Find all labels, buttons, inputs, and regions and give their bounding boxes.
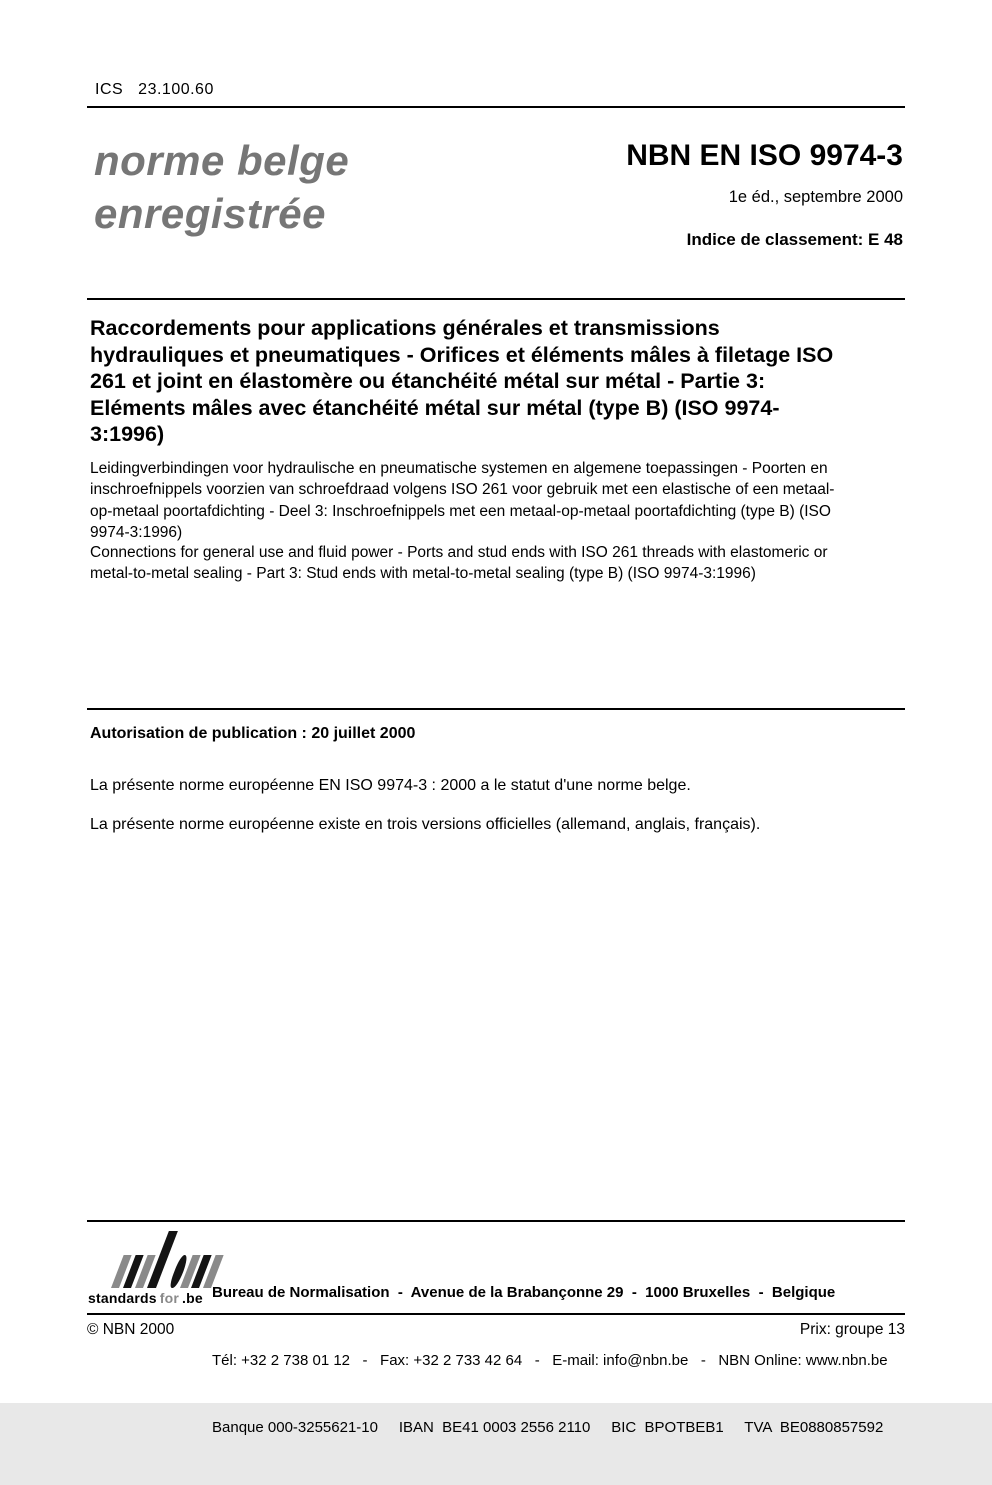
title-english-line: metal-to-metal sealing - Part 3: Stud ends with metal-to-metal sealing (type B) (ISO 9974-3:1996)	[90, 565, 756, 583]
ics-code: 23.100.60	[138, 81, 214, 98]
divider-body	[87, 708, 905, 710]
logo-tagline-be: .be	[181, 1290, 203, 1306]
title-dutch-line: inschroefnippels voorzien van schroefdraad volgens ISO 261 voor gebruik met een elastische of een metaal-	[90, 481, 835, 499]
publication-authorization: Autorisation de publication : 20 juillet 2000	[90, 725, 416, 742]
nbn-logo	[88, 1228, 222, 1310]
title-french-line: 3:1996)	[90, 422, 165, 446]
title-french-line: Raccordements pour applications générales et transmissions	[90, 316, 720, 340]
document-number: NBN EN ISO 9974-3	[626, 139, 903, 172]
title-french	[90, 315, 833, 448]
divider-header	[87, 298, 905, 300]
brand-line-1: norme belge	[94, 137, 350, 184]
footer-contact-line: Tél: +32 2 738 01 12 - Fax: +32 2 733 42 64 - E-mail: info@nbn.be - NBN Online: www.nbn.be	[212, 1351, 888, 1369]
title-french-line: Eléments mâles avec étanchéité métal sur métal (type B) (ISO 9974-	[90, 395, 780, 420]
divider-footer-top	[87, 1220, 905, 1222]
nbn-logo-tagline	[88, 1290, 203, 1306]
classification-index: Indice de classement: E 48	[686, 230, 903, 249]
title-english-line: Connections for general use and fluid power - Ports and stud ends with ISO 261 threads with elastomeric or	[90, 544, 828, 561]
footer-address: Bureau de Normalisation - Avenue de la Brabançonne 29 - 1000 Bruxelles - Belgique	[212, 1284, 836, 1301]
title-french-line: hydrauliques et pneumatiques - Orifices et éléments mâles à filetage ISO	[90, 342, 834, 367]
divider-footer-bottom	[87, 1313, 905, 1315]
versions-paragraph: La présente norme européenne existe en trois versions officielles (allemand, anglais, français).	[90, 816, 761, 833]
title-dutch-line: op-metaal poortafdichting - Deel 3: Inschroefnippels met een metaal-op-metaal poortafdichting (type B) (ISO	[90, 502, 831, 520]
footer-contact-block	[212, 1237, 888, 1485]
title-english	[90, 542, 828, 585]
title-dutch	[90, 458, 834, 544]
ics-label: ICS	[95, 81, 124, 98]
status-paragraph: La présente norme européenne EN ISO 9974-3 : 2000 a le statut d'une norme belge.	[90, 777, 691, 794]
logo-tagline-standards: standards	[88, 1290, 157, 1306]
ics-classification	[95, 81, 214, 99]
brand-title	[94, 134, 349, 240]
title-french-line: 261 et joint en élastomère ou étanchéité métal sur métal - Partie 3:	[90, 369, 766, 393]
title-dutch-line: Leidingverbindingen voor hydraulische en pneumatische systemen en algemene toepassingen - Poorten en	[90, 460, 828, 477]
edition-date: 1e éd., septembre 2000	[728, 188, 903, 206]
copyright-notice: © NBN 2000	[87, 1321, 175, 1338]
logo-tagline-for: for	[159, 1290, 179, 1306]
brand-line-2: enregistrée	[94, 190, 326, 237]
footer-bank-line: Banque 000-3255621-10 IBAN BE41 0003 2556 2110 BIC BPOTBEB1 TVA BE0880857592	[212, 1419, 884, 1436]
price-group: Prix: groupe 13	[799, 1321, 905, 1338]
divider-top	[87, 106, 905, 108]
title-dutch-line: 9974-3:1996)	[90, 524, 183, 542]
